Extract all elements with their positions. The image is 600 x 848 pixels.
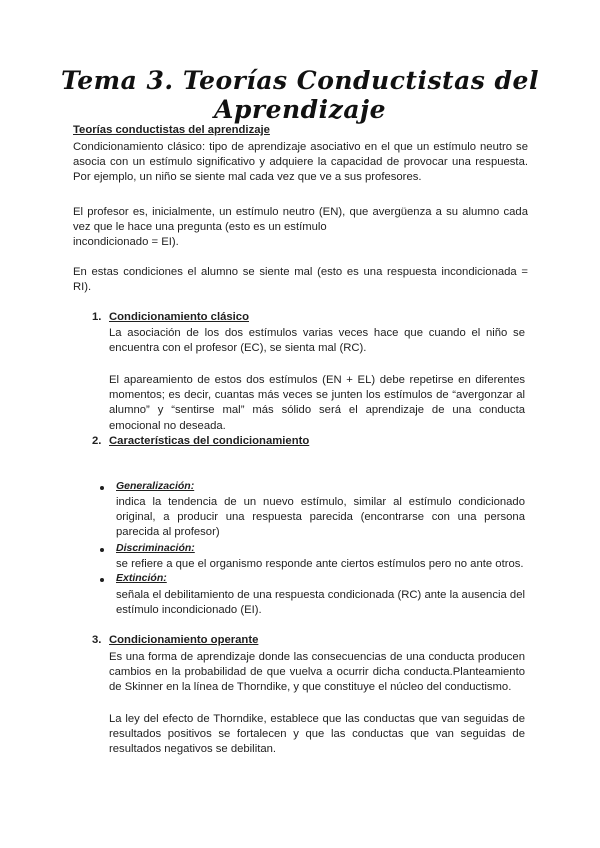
section-3-paragraph-1: Es una forma de aprendizaje donde las consecuencias de una conducta producen cambios en la probabilidad de que vuelva a ocurrir dicha conducta.Planteamiento de Skinner en la línea de Thorndike, y que constituye el núcleo del conductismo. [109, 651, 525, 694]
term-extincion: Extinción: [116, 572, 167, 584]
term-generalizacion: Generalización: [116, 480, 195, 492]
term-extincion-text: señala el debilitamiento de una respuesta condicionada (RC) ante la ausencia del estímulo incondicionado (EI). [116, 589, 525, 617]
intro-heading: Teorías conductistas del aprendizaje [73, 124, 270, 136]
section-3-number: 3. [92, 634, 102, 646]
section-3-paragraph-2: La ley del efecto de Thorndike, establece que las conductas que van seguidas de resultados positivos se fortalecen y que las conductas que van seguidas de resultados negativos se debilitan. [109, 713, 525, 756]
bullet-icon [100, 578, 104, 582]
section-1-title: Condicionamiento clásico [109, 311, 249, 323]
intro-paragraph-2 [73, 205, 528, 251]
term-discriminacion-text: se refiere a que el organismo responde ante ciertos estímulos pero no ante otros. [116, 558, 524, 570]
term-generalizacion-text: indica la tendencia de un nuevo estímulo, similar al estímulo condicionado original, a producir una respuesta parecida (encontrarse con una persona parecida al profesor) [116, 496, 525, 539]
intro-paragraph-3: En estas condiciones el alumno se siente mal (esto es una respuesta incondicionada = RI). [73, 266, 528, 294]
bullet-icon [100, 486, 104, 490]
term-discriminacion: Discriminación: [116, 542, 195, 554]
page-title: Tema 3. Teorías Conductistas del Aprendizaje [61, 66, 539, 124]
section-2-title: Características del condicionamiento [109, 435, 310, 447]
section-1-paragraph-1: La asociación de los dos estímulos varias veces hace que cuando el niño se encuentra con el profesor (EC), se sienta mal (RC). [109, 327, 525, 355]
section-3-title: Condicionamiento operante [109, 634, 259, 646]
section-2-number: 2. [92, 435, 102, 447]
intro-paragraph-2-line-2: incondicionado = EI). [73, 236, 179, 249]
intro-paragraph-1: Condicionamiento clásico: tipo de aprendizaje asociativo en el que un estímulo neutro se asocia con un estímulo significativo y adquiere la capacidad de provocar una respuesta. Por ejemplo, un niño se siente mal cada vez que ve a sus profesores. [73, 141, 528, 184]
section-1-paragraph-2: El apareamiento de estos dos estímulos (EN + EL) debe repetirse en diferentes momentos; es decir, cuantas más veces se junten los estímulos de “avergonzar al alumno” y “sentirse mal” más sólido será el aprendizaje de una conducta emocional no deseada. [109, 374, 525, 432]
section-1-number: 1. [92, 311, 102, 323]
intro-paragraph-2-line-1: El profesor es, inicialmente, un estímulo neutro (EN), que avergüenza a su alumno cada vez que le hace una pregunta (esto es un estímulo [73, 206, 528, 234]
bullet-icon [100, 548, 104, 552]
